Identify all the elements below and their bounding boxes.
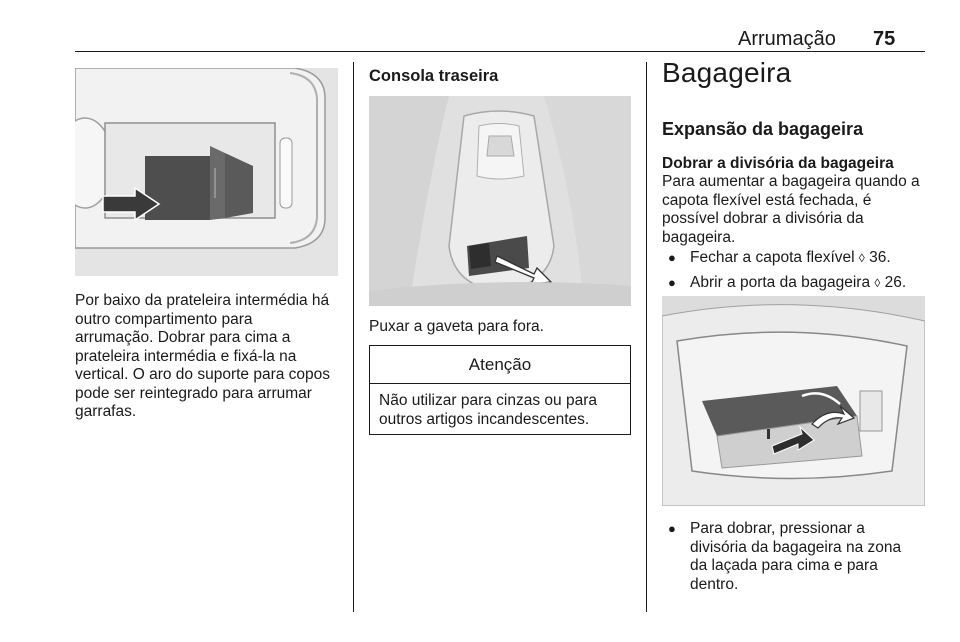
bullet-glyph: ● xyxy=(668,521,676,536)
bullet-text-line: divisória da bagageira na zona xyxy=(690,538,902,556)
left-paragraph-line: arrumação. Dobrar para cima a xyxy=(75,329,291,346)
warning-text-line: Não utilizar para cinzas ou para xyxy=(379,392,597,409)
bullet-text: Fechar a capota flexível ◊ 36. xyxy=(690,249,891,266)
storage-compartment-illustration xyxy=(75,68,338,276)
warning-text xyxy=(370,384,630,429)
trunk-paragraph-line: bagageira. xyxy=(662,228,736,246)
warning-title: Atenção xyxy=(370,346,630,384)
column-divider-right xyxy=(646,62,647,612)
running-header-title: Arrumação xyxy=(738,28,836,50)
page-ref-icon: ◊ xyxy=(874,276,881,290)
bullet-text: Abrir a porta da bagageira ◊ 26. xyxy=(690,274,907,291)
bullet-text-line: Para dobrar, pressionar a xyxy=(690,520,865,537)
left-paragraph-line: Por baixo da prateleira intermédia há xyxy=(75,292,330,309)
bullet-fold-divider xyxy=(668,520,901,594)
bullet-glyph: ● xyxy=(668,250,676,265)
bullet-open-trunk-lid xyxy=(668,274,906,293)
left-paragraph xyxy=(75,292,345,422)
left-paragraph-line: vertical. O aro do suporte para copos xyxy=(75,366,331,383)
rear-console-caption: Puxar a gaveta para fora. xyxy=(369,318,544,335)
rear-console-drawer-illustration xyxy=(369,96,631,306)
bullet-text-line: dentro. xyxy=(690,575,739,593)
bullet-text-line: da laçada para cima e para xyxy=(690,557,878,574)
page-ref-link[interactable]: 36. xyxy=(869,249,891,266)
page-ref-icon: ◊ xyxy=(858,251,865,265)
page-number: 75 xyxy=(873,28,896,50)
trunk-paragraph-line: Para aumentar a bagageira quando a xyxy=(662,173,920,190)
left-paragraph-line: prateleira intermédia e fixá-la na xyxy=(75,347,297,365)
left-paragraph-line: pode ser reintegrado para arrumar xyxy=(75,384,312,402)
bullet-glyph: ● xyxy=(668,275,676,290)
trunk-paragraph xyxy=(662,173,932,247)
header-rule xyxy=(75,51,925,52)
bullet-text xyxy=(690,520,901,594)
left-paragraph-line: garrafas. xyxy=(75,403,137,420)
bullet-close-soft-top xyxy=(668,249,891,268)
page-ref-link[interactable]: 26. xyxy=(884,274,907,291)
trunk-divider-illustration xyxy=(662,296,925,506)
left-paragraph-line: outro compartimento para xyxy=(75,310,253,328)
trunk-paragraph-line: capota flexível está fechada, é xyxy=(662,191,872,209)
subsection-heading-fold-divider: Dobrar a divisória da bagageira xyxy=(662,155,894,172)
column-divider-left xyxy=(353,62,354,612)
chapter-heading-trunk: Bagageira xyxy=(662,57,792,88)
trunk-paragraph-line: possível dobrar a divisória da xyxy=(662,210,864,227)
section-heading-rear-console: Consola traseira xyxy=(369,67,499,85)
warning-text-line: outros artigos incandescentes. xyxy=(379,410,590,428)
section-heading-trunk-expansion: Expansão da bagageira xyxy=(662,119,864,139)
warning-box xyxy=(369,345,631,435)
